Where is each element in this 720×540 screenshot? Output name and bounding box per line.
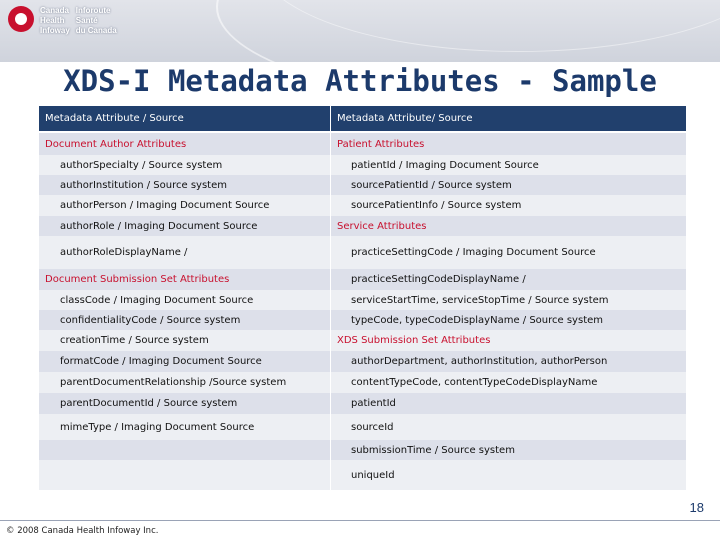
table-header-right: Metadata Attribute/ Source [331, 106, 686, 133]
infoway-logo-icon [8, 6, 34, 32]
table-cell: sourceId [331, 414, 686, 440]
table-cell: authorRoleDisplayName / [39, 236, 331, 269]
footer-divider [0, 520, 720, 521]
table-header-left: Metadata Attribute / Source [39, 106, 331, 133]
page-number: 18 [689, 500, 704, 515]
table-cell: classCode / Imaging Document Source [39, 290, 331, 310]
logo-line: Santé [75, 16, 98, 25]
section-heading: XDS Submission Set Attributes [331, 330, 686, 351]
table-cell: contentTypeCode, contentTypeCodeDisplayName [331, 372, 686, 393]
section-heading: Document Submission Set Attributes [39, 269, 331, 290]
table-cell: sourcePatientInfo / Source system [331, 195, 686, 216]
logo-line: Canada [40, 6, 69, 15]
table-cell: confidentialityCode / Source system [39, 310, 331, 330]
table-cell [39, 440, 331, 460]
section-heading: Patient Attributes [331, 133, 686, 155]
table-cell: sourcePatientId / Source system [331, 175, 686, 195]
logo-line: du Canada [75, 26, 117, 35]
copyright-footer: © 2008 Canada Health Infoway Inc. [6, 526, 159, 536]
logo-line: Inforoute [75, 6, 111, 15]
table-cell: practiceSettingCode / Imaging Document Source [331, 236, 686, 269]
table-cell: authorInstitution / Source system [39, 175, 331, 195]
infoway-logo [8, 6, 117, 36]
section-heading: Document Author Attributes [39, 133, 331, 155]
table-cell: patientId / Imaging Document Source [331, 155, 686, 175]
table-cell: submissionTime / Source system [331, 440, 686, 460]
table-cell: authorPerson / Imaging Document Source [39, 195, 331, 216]
table-cell: uniqueId [331, 460, 686, 490]
table-cell: mimeType / Imaging Document Source [39, 414, 331, 440]
table-cell: patientId [331, 393, 686, 414]
section-heading: Service Attributes [331, 216, 686, 236]
table-cell: practiceSettingCodeDisplayName / [331, 269, 686, 290]
table-cell: parentDocumentRelationship /Source system [39, 372, 331, 393]
table-cell: serviceStartTime, serviceStopTime / Source system [331, 290, 686, 310]
logo-text-fr [76, 6, 117, 36]
table-cell [39, 460, 331, 490]
slide-title: XDS-I Metadata Attributes - Sample [63, 64, 657, 98]
table-cell: typeCode, typeCodeDisplayName / Source system [331, 310, 686, 330]
table-cell: parentDocumentId / Source system [39, 393, 331, 414]
logo-text-en [40, 6, 70, 36]
logo-line: Health [40, 16, 65, 25]
table-cell: authorSpecialty / Source system [39, 155, 331, 175]
attributes-table [39, 106, 686, 500]
table-cell: authorRole / Imaging Document Source [39, 216, 331, 236]
table-cell: authorDepartment, authorInstitution, authorPerson [331, 351, 686, 372]
table-cell: formatCode / Imaging Document Source [39, 351, 331, 372]
table-cell: creationTime / Source system [39, 330, 331, 351]
header-banner [0, 0, 720, 62]
logo-line: Infoway [40, 26, 70, 35]
